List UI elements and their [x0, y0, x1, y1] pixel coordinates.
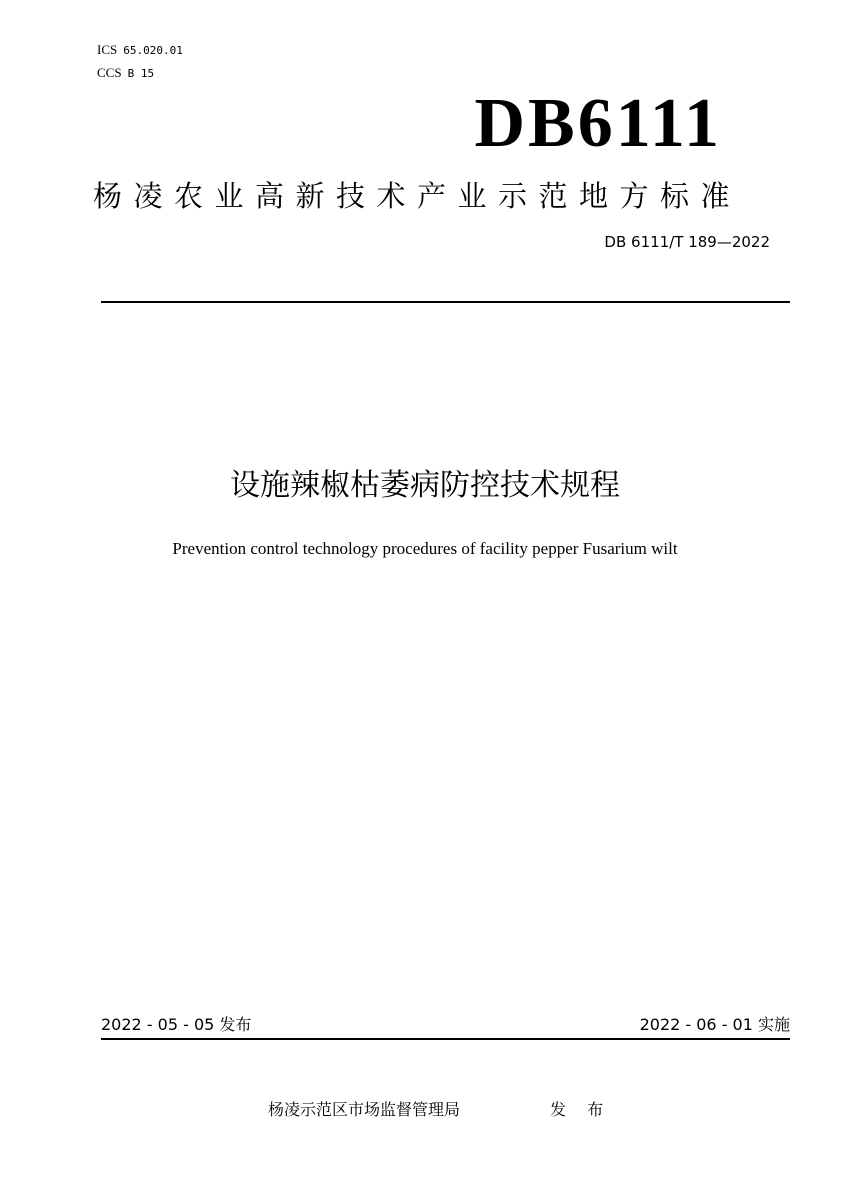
- top-divider: [101, 301, 790, 303]
- issue-label: 发 布: [550, 1100, 612, 1119]
- publish-date: 2022 - 05 - 05 发布: [101, 1015, 252, 1034]
- document-title-english: Prevention control technology procedures of facility pepper Fusarium wilt: [172, 539, 678, 558]
- standard-number: DB 6111/T 189—2022: [604, 233, 770, 251]
- document-title-chinese: 设施辣椒枯萎病防控技术规程: [230, 468, 620, 503]
- standard-category: 杨凌农业高新技术产业示范地方标准: [93, 179, 742, 213]
- ics-line: [97, 43, 183, 58]
- standard-code: DB6111: [474, 85, 722, 162]
- implement-date: 2022 - 06 - 01 实施: [639, 1015, 790, 1034]
- ics-label: ICS: [97, 42, 118, 57]
- bottom-divider: [101, 1038, 790, 1040]
- ics-value: 65.020.01: [123, 44, 183, 57]
- ccs-line: [97, 66, 154, 81]
- ccs-value: B 15: [127, 67, 155, 80]
- issuing-authority: 杨凌示范区市场监督管理局: [268, 1100, 461, 1119]
- ccs-label: CCS: [97, 65, 122, 80]
